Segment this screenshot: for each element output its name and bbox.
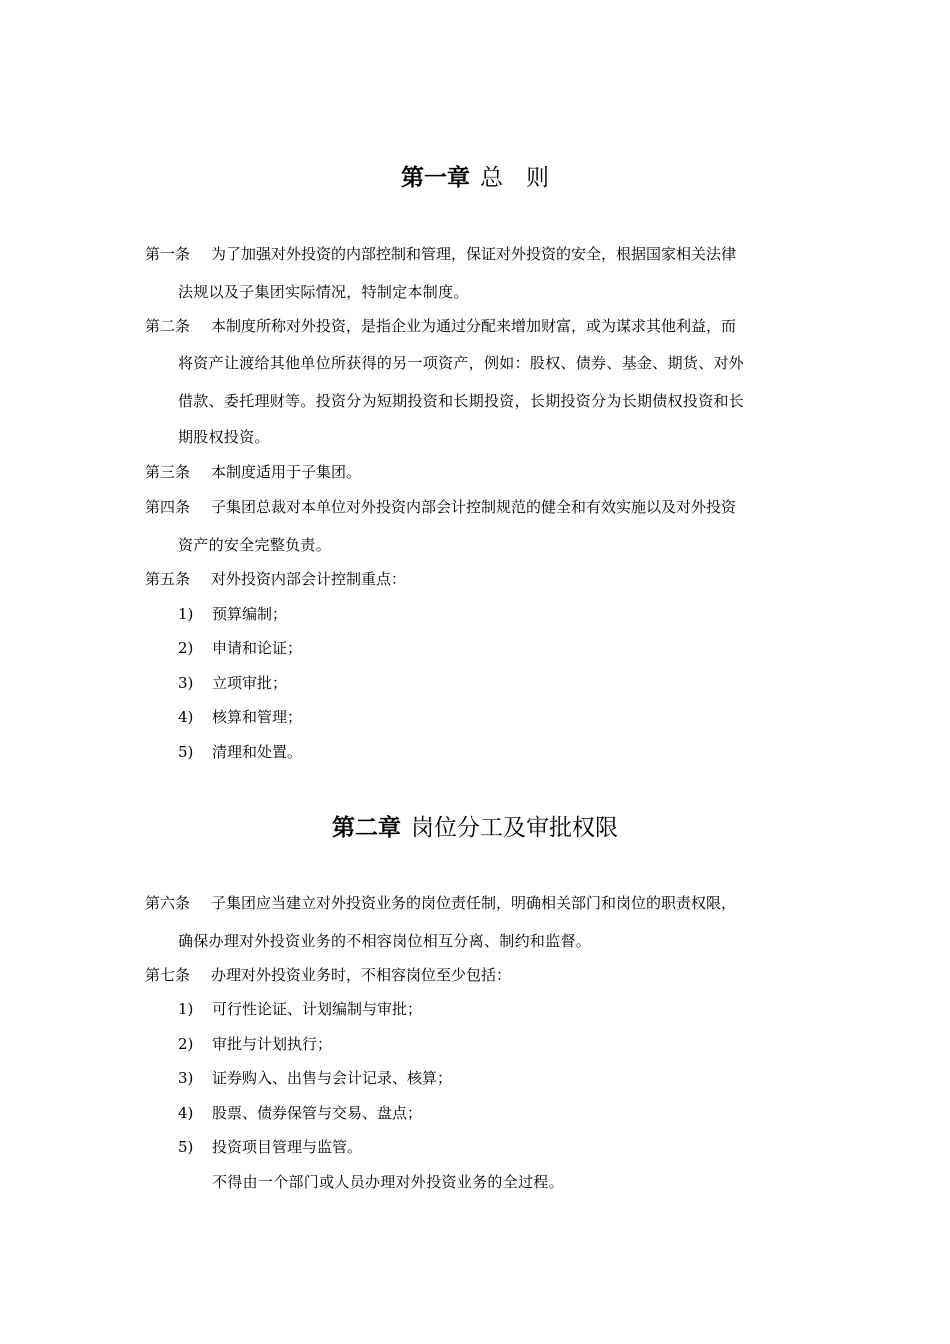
list-text: 清理和处置。 bbox=[212, 743, 303, 761]
list-number: 3) bbox=[178, 1069, 194, 1087]
list-text: 审批与计划执行； bbox=[212, 1035, 333, 1053]
list-item bbox=[178, 673, 287, 693]
list-number: 2) bbox=[178, 639, 194, 657]
list-text: 申请和论证； bbox=[212, 639, 303, 657]
article-6 bbox=[145, 893, 736, 913]
list-item bbox=[178, 1103, 422, 1123]
chapter-name: 岗位分工及审批权限 bbox=[411, 815, 618, 841]
article-label: 第三条 bbox=[145, 463, 191, 481]
list-number: 5) bbox=[178, 743, 194, 761]
list-item bbox=[178, 999, 422, 1019]
article-7 bbox=[145, 965, 511, 985]
article-line: 本制度所称对外投资，是指企业为通过分配来增加财富，或为谋求其他利益，而 bbox=[211, 317, 737, 335]
article-line: 对外投资内部会计控制重点： bbox=[211, 570, 407, 588]
article-2-line-4: 期股权投资。 bbox=[178, 428, 270, 446]
list-number: 4) bbox=[178, 708, 194, 726]
article-7-closing: 不得由一个部门或人员办理对外投资业务的全过程。 bbox=[212, 1173, 564, 1191]
chapter-number: 第二章 bbox=[332, 815, 401, 841]
list-text: 立项审批； bbox=[212, 674, 288, 692]
list-number: 4) bbox=[178, 1104, 194, 1122]
list-item bbox=[178, 742, 302, 762]
chapter-name: 总 则 bbox=[480, 165, 549, 191]
article-3 bbox=[145, 462, 361, 482]
article-label: 第五条 bbox=[145, 570, 191, 588]
article-label: 第四条 bbox=[145, 498, 191, 516]
chapter-number: 第一章 bbox=[401, 165, 470, 191]
list-number: 5) bbox=[178, 1138, 194, 1156]
list-item bbox=[178, 1068, 452, 1088]
list-text: 股票、债券保管与交易、盘点； bbox=[212, 1104, 423, 1122]
article-line: 为了加强对外投资的内部控制和管理，保证对外投资的安全，根据国家相关法律 bbox=[211, 245, 737, 263]
list-item bbox=[178, 1137, 362, 1157]
article-line: 子集团总裁对本单位对外投资内部会计控制规范的健全和有效实施以及对外投资 bbox=[211, 498, 737, 516]
article-2-line-3: 借款、委托理财等。投资分为短期投资和长期投资，长期投资分为长期债权投资和长 bbox=[178, 392, 745, 410]
article-label: 第二条 bbox=[145, 317, 191, 335]
list-number: 1) bbox=[178, 1000, 194, 1018]
article-5 bbox=[145, 569, 406, 589]
list-text: 预算编制； bbox=[212, 605, 288, 623]
article-1-line-2: 法规以及子集团实际情况，特制定本制度。 bbox=[178, 283, 469, 301]
article-1 bbox=[145, 244, 736, 264]
chapter-2-heading bbox=[0, 814, 950, 842]
article-2-line-2: 将资产让渡给其他单位所获得的另一项资产，例如：股权、债券、基金、期货、对外 bbox=[178, 354, 745, 372]
list-text: 可行性论证、计划编制与审批； bbox=[212, 1000, 423, 1018]
list-number: 3) bbox=[178, 674, 194, 692]
list-text: 证券购入、出售与会计记录、核算； bbox=[212, 1069, 453, 1087]
article-line: 子集团应当建立对外投资业务的岗位责任制，明确相关部门和岗位的职责权限， bbox=[211, 894, 737, 912]
list-text: 核算和管理； bbox=[212, 708, 303, 726]
list-item bbox=[178, 638, 302, 658]
article-4 bbox=[145, 497, 736, 517]
list-item bbox=[178, 707, 302, 727]
article-label: 第七条 bbox=[145, 966, 191, 984]
article-line: 办理对外投资业务时，不相容岗位至少包括： bbox=[211, 966, 512, 984]
article-label: 第一条 bbox=[145, 245, 191, 263]
list-text: 投资项目管理与监管。 bbox=[212, 1138, 363, 1156]
article-4-line-2: 资产的安全完整负责。 bbox=[178, 536, 332, 554]
list-number: 1) bbox=[178, 605, 194, 623]
article-6-line-2: 确保办理对外投资业务的不相容岗位相互分离、制约和监督。 bbox=[178, 932, 592, 950]
list-item bbox=[178, 604, 287, 624]
article-line: 本制度适用于子集团。 bbox=[211, 463, 362, 481]
list-number: 2) bbox=[178, 1035, 194, 1053]
chapter-1-heading bbox=[0, 164, 950, 192]
article-label: 第六条 bbox=[145, 894, 191, 912]
list-item bbox=[178, 1034, 332, 1054]
article-2 bbox=[145, 316, 736, 336]
